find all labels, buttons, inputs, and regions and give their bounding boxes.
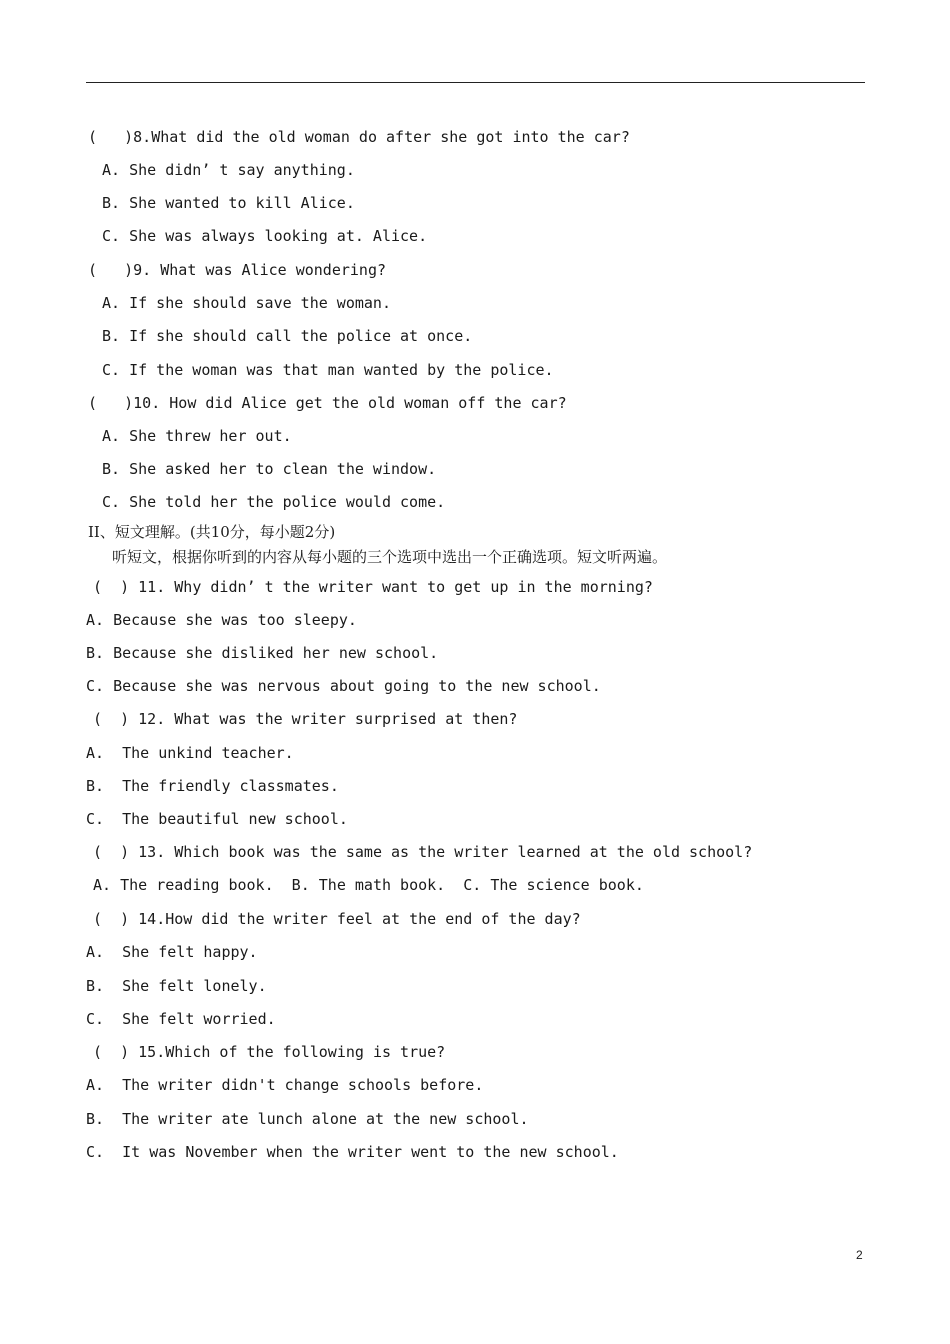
question-12-option-a: A. The unkind teacher. xyxy=(86,744,294,762)
question-10-option-b: B. She asked her to clean the window. xyxy=(102,460,437,478)
question-11-option-b: B. Because she disliked her new school. xyxy=(86,644,439,662)
section-2-heading: II、短文理解。(共10分，每小题2分) xyxy=(88,523,336,541)
question-10-stem: ( )10. How did Alice get the old woman off the car? xyxy=(88,394,567,412)
question-14-stem: ( ) 14.How did the writer feel at the end of the day? xyxy=(93,910,581,928)
question-14-option-a: A. She felt happy. xyxy=(86,943,258,961)
question-14-option-c: C. She felt worried. xyxy=(86,1010,276,1028)
question-8-option-a: A. She didn’ t say anything. xyxy=(102,161,355,179)
question-9-option-a: A. If she should save the woman. xyxy=(102,294,391,312)
question-13-stem: ( ) 13. Which book was the same as the writer learned at the old school? xyxy=(93,843,753,861)
question-9-option-b: B. If she should call the police at once. xyxy=(102,327,473,345)
page-number: 2 xyxy=(856,1248,863,1262)
question-11-stem: ( ) 11. Why didn’ t the writer want to get up in the morning? xyxy=(93,578,653,596)
question-10-option-c: C. She told her the police would come. xyxy=(102,493,446,511)
question-11-option-c: C. Because she was nervous about going to the new school. xyxy=(86,677,601,695)
section-2-instruction: 听短文，根据你听到的内容从每小题的三个选项中选出一个正确选项。短文听两遍。 xyxy=(112,548,668,566)
question-14-option-b: B. She felt lonely. xyxy=(86,977,267,995)
question-12-option-b: B. The friendly classmates. xyxy=(86,777,339,795)
question-10-option-a: A. She threw her out. xyxy=(102,427,292,445)
question-12-stem: ( ) 12. What was the writer surprised at then? xyxy=(93,710,518,728)
question-9-option-c: C. If the woman was that man wanted by the police. xyxy=(102,361,554,379)
question-9-stem: ( )9. What was Alice wondering? xyxy=(88,261,387,279)
question-15-stem: ( ) 15.Which of the following is true? xyxy=(93,1043,446,1061)
question-8-stem: ( )8.What did the old woman do after she got into the car? xyxy=(88,128,630,146)
question-12-option-c: C. The beautiful new school. xyxy=(86,810,348,828)
header-rule xyxy=(86,82,865,83)
question-15-option-a: A. The writer didn't change schools before. xyxy=(86,1076,484,1094)
question-15-option-b: B. The writer ate lunch alone at the new school. xyxy=(86,1110,529,1128)
question-15-option-c: C. It was November when the writer went to the new school. xyxy=(86,1143,619,1161)
question-13-options: A. The reading book. B. The math book. C. The science book. xyxy=(93,876,644,894)
question-11-option-a: A. Because she was too sleepy. xyxy=(86,611,357,629)
question-8-option-b: B. She wanted to kill Alice. xyxy=(102,194,355,212)
question-8-option-c: C. She was always looking at. Alice. xyxy=(102,227,428,245)
